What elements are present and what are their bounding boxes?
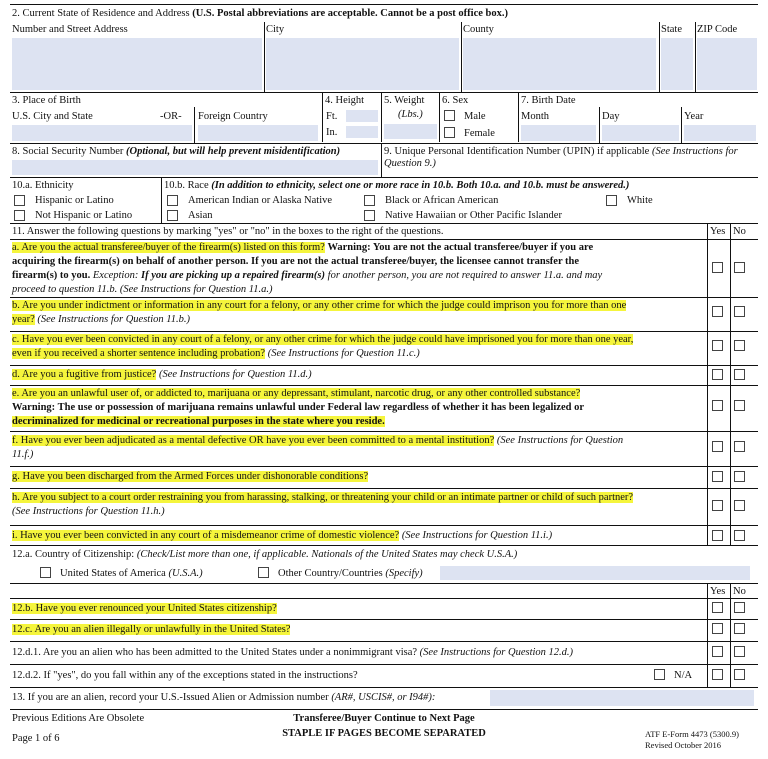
rule [10,709,758,710]
male-label: Male [464,111,486,122]
city-field[interactable] [266,38,459,90]
prev-editions: Previous Editions Are Obsolete [12,713,145,724]
q11b-yes-checkbox[interactable] [712,306,723,317]
other-country-checkbox[interactable] [258,567,269,578]
rule [10,239,758,240]
black-label: Black or African American [385,195,499,206]
rule [10,525,758,526]
ssn-label: 8. Social Security Number (Optional, but will help prevent misidentification) [12,146,341,157]
divider [264,22,265,92]
rule [10,331,758,332]
ssn-field[interactable] [12,160,378,175]
race-label: 10.b. Race (In addition to ethnicity, select one or more race in 10.b. Both 10.a. and 10.b. must be answered.) [164,180,630,191]
no-header: No [733,226,746,237]
rule [10,545,758,546]
divider [461,22,462,92]
question-11h: h. Are you subject to a court order restraining you from harassing, stalking, or threatening your child or an intimate partner or child of such partner? (See Instructions for Question 11.h.) [12,492,634,517]
q11a-yes-checkbox[interactable] [712,262,723,273]
address-label: 2. Current State of Residence and Address (U.S. Postal abbreviations are acceptable. Cannot be a post office box.) [12,8,508,19]
divider [194,107,195,143]
divider [161,177,162,223]
divider [707,223,708,545]
question-11d: d. Are you a fugitive from justice? (See Instructions for Question 11.d.) [12,369,312,380]
city-label: City [266,24,285,35]
street-field[interactable] [12,38,262,90]
form-number: ATF E-Form 4473 (5300.9) [645,729,739,739]
other-country-field[interactable] [440,566,750,580]
zip-label: ZIP Code [697,24,738,35]
street-label: Number and Street Address [12,24,128,35]
revision-date: Revised October 2016 [645,740,722,750]
weight-label: 5. Weight [384,95,425,106]
height-label: 4. Height [325,95,365,106]
q11e-no-checkbox[interactable] [734,400,745,411]
q11g-yes-checkbox[interactable] [712,471,723,482]
feet-field[interactable] [346,110,378,122]
q11h-no-checkbox[interactable] [734,500,745,511]
q12d1-yes-checkbox[interactable] [712,646,723,657]
question-12c: 12.c. Are you an alien illegally or unlawfully in the United States? [12,624,291,635]
usa-checkbox[interactable] [40,567,51,578]
black-checkbox[interactable] [364,195,375,206]
divider [599,107,600,143]
q11b-no-checkbox[interactable] [734,306,745,317]
rule [10,385,758,386]
continue-note: Transferee/Buyer Continue to Next Page [293,713,475,724]
q12d1-no-checkbox[interactable] [734,646,745,657]
q12c-no-checkbox[interactable] [734,623,745,634]
question-12d1: 12.d.1. Are you an alien who has been admitted to the United States under a nonimmigrant visa? (See Instructions for Question 12.d.) [12,647,574,658]
county-field[interactable] [463,38,656,90]
divider [381,143,382,177]
county-label: County [463,24,494,35]
divider [322,92,323,142]
citizenship-label: 12.a. Country of Citizenship: (Check/List more than one, if applicable. Nationals of the United States may check U.S.A.) [12,549,518,560]
q12d2-na-checkbox[interactable] [654,669,665,680]
rule [10,297,758,298]
sex-label: 6. Sex [442,95,469,106]
q11i-yes-checkbox[interactable] [712,530,723,541]
state-field[interactable] [661,38,693,90]
rule [10,466,758,467]
rule [10,177,758,178]
or-label: -OR- [160,111,182,122]
question-11c: c. Have you ever been convicted in any court of a felony, or any other crime for which the judge could have imprisoned you for more than one year, even if you received a shorter sentence including probation? (See Instructions for Question 11.c.) [12,334,634,359]
divider [518,92,519,142]
female-label: Female [464,128,495,139]
lbs-label: (Lbs.) [398,109,423,120]
native-american-label: American Indian or Alaska Native [188,195,333,206]
other-country-label: Other Country/Countries (Specify) [278,568,423,579]
usa-label: United States of America (U.S.A.) [60,568,203,579]
feet-label: Ft. [326,111,338,122]
inches-label: In. [326,127,338,138]
year-field[interactable] [684,125,756,141]
q12d2-yes-checkbox[interactable] [712,669,723,680]
pacific-islander-label: Native Hawaiian or Other Pacific Islander [385,210,562,221]
pacific-islander-checkbox[interactable] [364,210,375,221]
question-11e: e. Are you an unlawful user of, or addicted to, marijuana or any depressant, stimulant, narcotic drug, or any other controlled substance? Warning: The use or possession of marijuana remains unlawful under Federal law regardless of whether it has been legalized or decriminalized for medicinal or recreational purposes in the state where you reside. [12,388,584,427]
q11c-no-checkbox[interactable] [734,340,745,351]
birthdate-label: 7. Birth Date [521,95,576,106]
weight-field[interactable] [384,124,437,139]
rule [10,641,758,642]
q11e-yes-checkbox[interactable] [712,400,723,411]
no-header-12: No [733,586,746,597]
ethnicity-label: 10.a. Ethnicity [12,180,74,191]
year-label: Year [684,111,704,122]
q11i-no-checkbox[interactable] [734,530,745,541]
foreign-country-label: Foreign Country [198,111,268,122]
rule [10,92,758,93]
white-checkbox[interactable] [606,195,617,206]
divider [730,223,731,545]
inches-field[interactable] [346,126,378,138]
q11a-no-checkbox[interactable] [734,262,745,273]
question-11i: i. Have you ever been convicted in any court of a misdemeanor crime of domestic violence? (See Instructions for Question 11.i.) [12,530,553,541]
day-label: Day [602,111,620,122]
not-hispanic-checkbox[interactable] [14,210,25,221]
rule [10,598,758,599]
asian-checkbox[interactable] [167,210,178,221]
rule [10,365,758,366]
rule [10,223,758,224]
q11d-no-checkbox[interactable] [734,369,745,380]
q11c-yes-checkbox[interactable] [712,340,723,351]
not-hispanic-label: Not Hispanic or Latino [35,210,133,221]
rule [10,143,758,144]
q11g-no-checkbox[interactable] [734,471,745,482]
divider [439,92,440,142]
alien-number-label: 13. If you are an alien, record your U.S.-Issued Alien or Admission number (AR#, USCIS#, or I94#): [12,692,436,703]
divider [659,22,660,92]
question-11a: a. Are you the actual transferee/buyer of the firearm(s) listed on this form? Warning: You are not the actual transferee/buyer if you are acquiring the firearm(s) on behalf of another person. If you are not the actual transferee/buyer, the licensee cannot transfer the firearm(s) to you. Exception: If you are picking up a repaired firearm(s) for another person, you are not required to answer 11.a. and may proceed to question 11.b. (See Instructions for Question 11.a.) [12,242,603,295]
question-11g: g. Have you been discharged from the Armed Forces under dishonorable conditions? [12,471,369,482]
foreign-country-field[interactable] [198,125,318,141]
alien-number-field[interactable] [490,690,754,706]
month-field[interactable] [521,125,596,141]
na-label: N/A [674,670,693,681]
state-label: State [661,24,682,35]
asian-label: Asian [188,210,213,221]
question-12d2: 12.d.2. If "yes", do you fall within any of the exceptions stated in the instructions? [12,670,358,681]
rule [10,488,758,489]
us-city-label: U.S. City and State [12,111,93,122]
page-number: Page 1 of 6 [12,733,60,744]
question-11b: b. Are you under indictment or information in any court for a felony, or any other crime for which the judge could imprison you for more than one year? (See Instructions for Question 11.b.) [12,300,627,325]
divider [695,22,696,92]
q11h-yes-checkbox[interactable] [712,500,723,511]
white-label: White [627,195,653,206]
us-city-field[interactable] [12,125,192,141]
zip-field[interactable] [697,38,757,90]
rule [10,431,758,432]
rule [10,664,758,665]
day-field[interactable] [602,125,679,141]
hispanic-checkbox[interactable] [14,195,25,206]
male-checkbox[interactable] [444,110,455,121]
female-checkbox[interactable] [444,127,455,138]
month-label: Month [521,111,550,122]
question-11f: f. Have you ever been adjudicated as a mental defective OR have you ever been committed to a mental institution? (See Instructions for Question 11.f.) [12,435,624,460]
q12b-no-checkbox[interactable] [734,602,745,613]
birthplace-label: 3. Place of Birth [12,95,81,106]
yes-header: Yes [710,226,726,237]
rule [10,619,758,620]
hispanic-label: Hispanic or Latino [35,195,114,206]
q12b-yes-checkbox[interactable] [712,602,723,613]
q11d-yes-checkbox[interactable] [712,369,723,380]
divider [381,92,382,142]
divider [681,107,682,143]
q11-label: 11. Answer the following questions by marking "yes" or "no" in the boxes to the right of the questions. [12,226,444,237]
top-rule [10,4,758,5]
q12c-yes-checkbox[interactable] [712,623,723,634]
rule [10,687,758,688]
yes-header-12: Yes [710,586,726,597]
rule [10,583,758,584]
q11f-yes-checkbox[interactable] [712,441,723,452]
q11f-no-checkbox[interactable] [734,441,745,452]
upin-label: 9. Unique Personal Identification Number (UPIN) if applicable (See Instructions for Question 9.) [384,146,738,169]
q12d2-no-checkbox[interactable] [734,669,745,680]
question-12b: 12.b. Have you ever renounced your United States citizenship? [12,603,277,614]
native-american-checkbox[interactable] [167,195,178,206]
staple-note: STAPLE IF PAGES BECOME SEPARATED [282,728,486,739]
